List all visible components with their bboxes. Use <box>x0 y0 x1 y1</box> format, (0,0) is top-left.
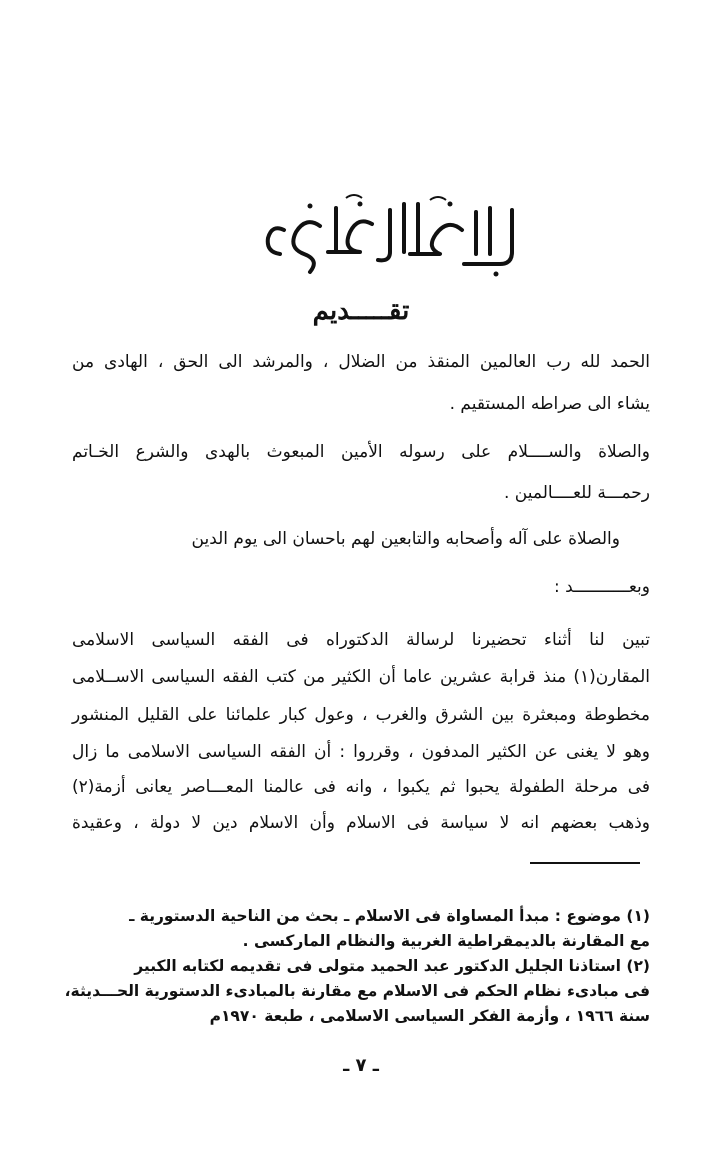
paragraph-line: يشاء الى صراطه المستقيم . <box>449 394 650 414</box>
paragraph-line: الحمد لله رب العالمين المنقذ من الضلال ، والمرشد الى الحق ، الهادى من <box>72 352 650 372</box>
footnote-divider <box>530 862 640 864</box>
paragraph-line: وذهب بعضهم انه لا سياسة فى الاسلام وأن الاسلام دين لا دولة ، وعقيدة <box>72 813 650 833</box>
footnote-line: (١) موضوع : مبدأ المساواة فى الاسلام ـ بحث من الناحية الدستورية ـ <box>129 907 650 925</box>
paragraph-line: والصلاة على آله وأصحابه والتابعين لهم باحسان الى يوم الدين <box>191 529 620 549</box>
page-title: تقـــــديم <box>312 296 410 326</box>
page-number: ـ ٧ ـ <box>343 1055 379 1076</box>
paragraph-line: وبعـــــــــــد : <box>554 577 650 597</box>
paragraph-line: تبين لنا أثناء تحضيرنا لرسالة الدكتوراه فى الفقه السياسى الاسلامى <box>72 630 650 650</box>
paragraph-line: فى مرحلة الطفولة يحبوا ثم يكبوا ، وانه فى عالمنا المعـــاصر يعانى أزمة(٢) <box>72 777 650 797</box>
paragraph-line: رحمـــة للعــــالمين . <box>503 483 650 503</box>
paragraph-line: مخطوطة ومبعثرة بين الشرق والغرب ، وعول كبار علمائنا على القليل المنشور <box>72 705 650 725</box>
footnote-line: (٢) استاذنا الجليل الدكتور عبد الحميد متولى فى تقديمه لكتابه الكبير <box>134 957 650 975</box>
paragraph-line: المقارن(١) منذ قرابة عشرين عاما أن الكثير من كتب الفقه السياسى الاســلامى <box>72 667 650 687</box>
footnote-line: فى مبادىء نظام الحكم فى الاسلام مع مقارنة بالمبادىء الدستورية الحـــديثة، <box>64 982 650 1000</box>
paragraph-line: وهو لا يغنى عن الكثير المدفون ، وقرروا : أن الفقه السياسى الاسلامى ما زال <box>72 742 650 762</box>
footnote-line: سنة ١٩٦٦ ، وأزمة الفكر السياسى الاسلامى ، طبعة ١٩٧٠م <box>209 1007 650 1025</box>
footnote-line: مع المقارنة بالديمقراطية الغربية والنظام الماركسى . <box>242 932 650 950</box>
paragraph-line: والصلاة والســــلام على رسوله الأمين المبعوث بالهدى والشرع الخـاتم <box>72 442 650 462</box>
basmala-calligraphy <box>250 190 530 280</box>
